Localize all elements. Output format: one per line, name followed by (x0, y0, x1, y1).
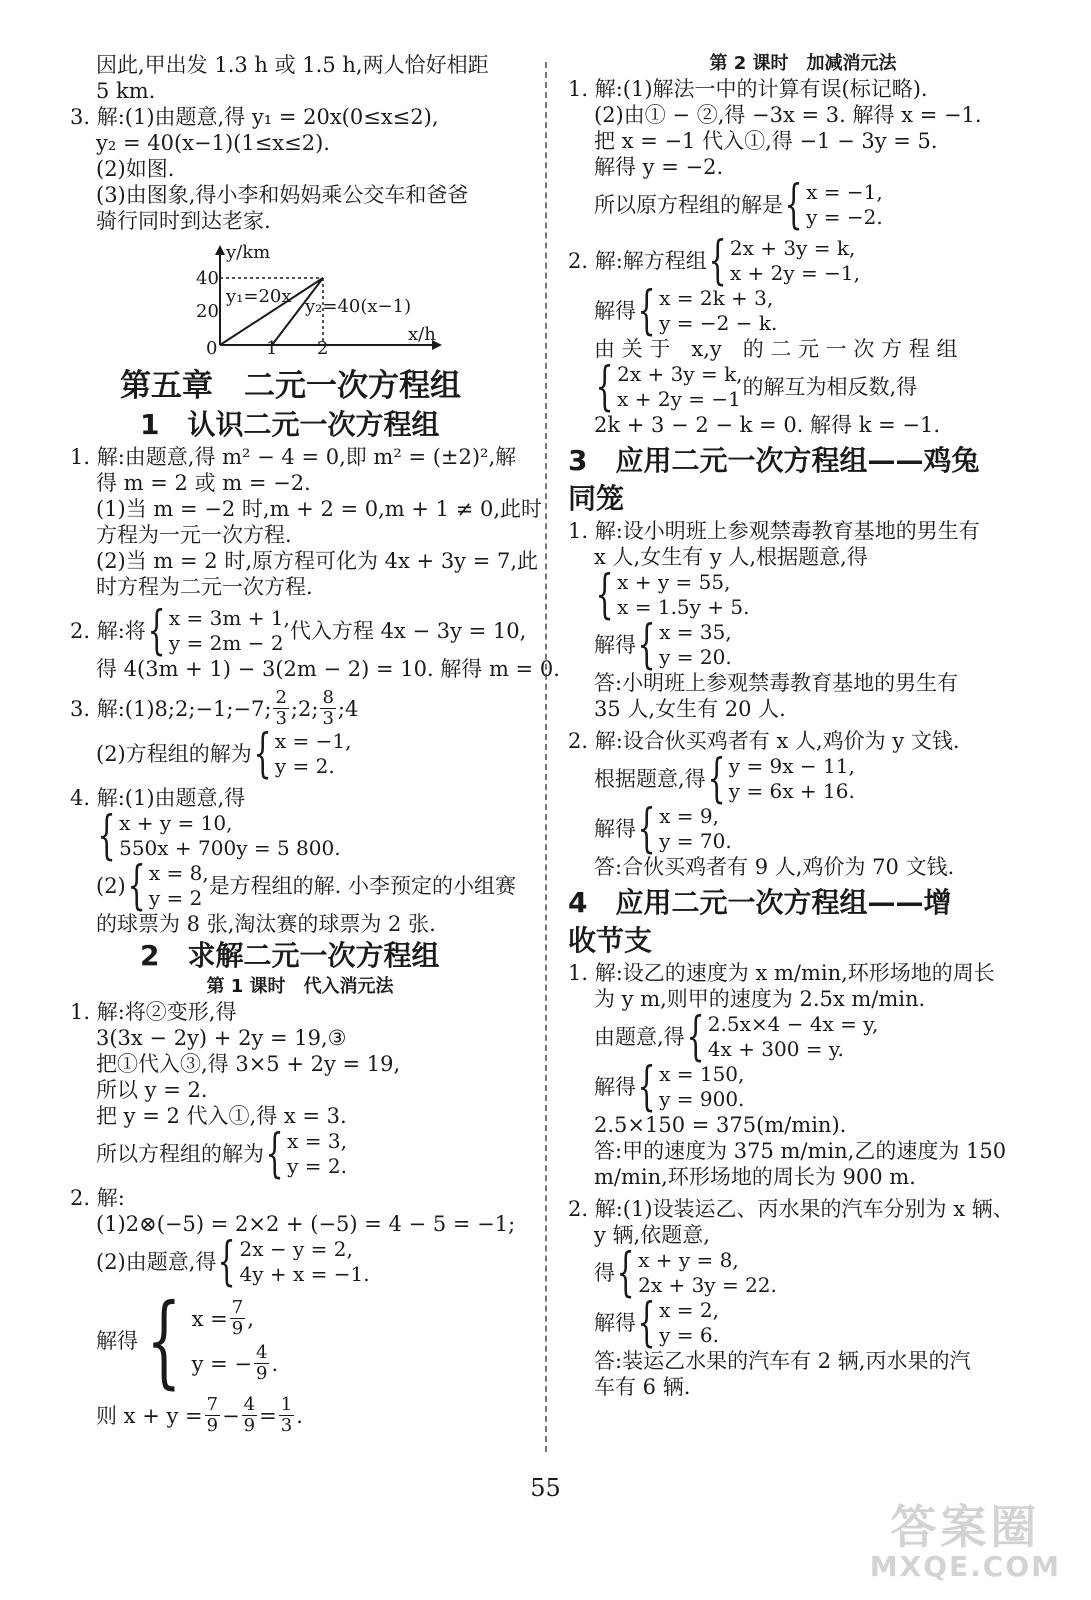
equation: x = 150, (659, 1062, 745, 1086)
chapter-title: 第五章 二元一次方程组 (120, 368, 461, 404)
numerator: 2 (275, 687, 287, 708)
equation-system: { x + y = 10, 550x + 700y = 5 800. (97, 806, 341, 866)
lesson-title: 第 2 课时 加减消元法 (709, 53, 897, 74)
text-line: m/min,环形场地的周长为 900 m. (594, 1165, 916, 1189)
equation-line (568, 1007, 1038, 1067)
equation-line (568, 1243, 1038, 1303)
text-line: 所以 y = 2. (96, 1078, 208, 1102)
equation: x + y = 8, (638, 1248, 739, 1272)
equation: y = 6. (659, 1323, 719, 1347)
text-line: 答:小明班上参观禁毒教育基地的男生有 (594, 671, 959, 695)
equation-system: { 2x − y = 2, 4y + x = −1. (217, 1232, 370, 1292)
equation: 4x + 300 = y. (707, 1037, 844, 1061)
line-y2-label: y₂=40(x−1) (305, 296, 412, 317)
text-span: 解得 (594, 299, 636, 323)
equation: x = 2k + 3, (659, 286, 774, 310)
text-span: 得 (594, 1261, 615, 1285)
text-line: 因此,甲出发 1.3 h 或 1.5 h,两人恰好相距 (96, 53, 489, 77)
text-line: 骑行同时到达老家. (96, 209, 271, 233)
equation: y = 2. (274, 754, 335, 778)
text-span: 由题意,得 (594, 1025, 685, 1049)
equation-system: { x = −1, y = 2. (253, 724, 352, 784)
text-span: 所以原方程组的解是 (594, 193, 783, 217)
equation: y = −2. (806, 205, 883, 229)
text-line: 答:合伙买鸡者有 9 人,鸡价为 70 文钱. (594, 855, 955, 879)
equation-line (568, 615, 1038, 675)
equation: y = 20. (659, 645, 732, 669)
denominator: 9 (243, 1415, 256, 1436)
text-line: 方程为一元一次方程. (96, 523, 292, 547)
text-line: 5 km. (96, 79, 156, 103)
text-line: 由 关 于 x,y 的 二 元 一 次 方 程 组 (594, 337, 958, 361)
text-line: 解得 y = −2. (594, 155, 724, 179)
equation: x = −1, (274, 729, 352, 753)
text-span: (2) (96, 874, 126, 898)
watermark-url: MXQE.COM (869, 1550, 1061, 1583)
equation: x = 2, (659, 1298, 719, 1322)
text-line: 2. 解: (70, 1186, 125, 1210)
equation: 2x + 3y = k, (729, 236, 856, 260)
text-span: 解得 (96, 1329, 138, 1353)
text-line: 2.5×150 = 375(m/min). (594, 1113, 847, 1137)
y-tick-label: 20 (196, 301, 219, 322)
equation-system: { x = 150, y = 900. (637, 1057, 745, 1117)
text-span: 2. 解:将 (70, 619, 146, 643)
solution-x: x = $\frac{7}{9}$ , (191, 1297, 254, 1339)
text-span: 解得 (594, 633, 636, 657)
text-span: (2)由题意,得 (96, 1250, 217, 1274)
denominator: 3 (280, 1415, 293, 1436)
equation: x = 3m + 1, (168, 606, 290, 630)
text-line: 1. 解:由题意,得 m² − 4 = 0,即 m² = (±2)²,解 (70, 445, 517, 469)
section-title-cont: 收节支 (568, 924, 653, 957)
numerator: 7 (206, 1394, 219, 1415)
text-span: 代入方程 4x − 3y = 10, (289, 619, 527, 643)
equation-system: { 2x + 3y = k, x + 2y = −1 (595, 357, 743, 417)
text-line: 答:甲的速度为 375 m/min,乙的速度为 150 (594, 1139, 1007, 1163)
equation-line (70, 1124, 530, 1184)
text-span: x = (191, 1306, 228, 1331)
equation: x = 35, (659, 620, 732, 644)
column-divider (545, 62, 547, 1452)
text-line: 35 人,女生有 20 人. (594, 697, 786, 721)
equation-line (568, 749, 1038, 809)
text-line: 2. 解:(1)设装运乙、丙水果的汽车分别为 x 辆、 (568, 1197, 1014, 1221)
lesson-title: 第 1 课时 代入消元法 (206, 976, 394, 997)
equation-system: { x = 8, y = 2 (127, 856, 209, 916)
text-line: 1. 解:(1)解法一中的计算有误(标记略). (568, 77, 928, 101)
equation-line: 则 x + y = $\frac{7}{9}$ − $\frac{4}{9}$ = $\frac{1}{3}$ . (96, 1394, 303, 1436)
equation: y = 2 (148, 886, 203, 910)
equation-line (70, 724, 530, 784)
text-line: 得 m = 2 或 m = −2. (96, 471, 311, 495)
equation: x + y = 10, (119, 811, 233, 835)
text-line: 为 y m,则甲的速度为 2.5x m/min. (594, 987, 926, 1011)
equation-line (70, 1232, 530, 1292)
equation: 4y + x = −1. (239, 1262, 370, 1286)
watermark-text: 答案圈 (890, 1500, 1041, 1554)
equation: y = 2m − 2 (168, 631, 284, 655)
equation-system: { x = −1, y = −2. (784, 175, 883, 235)
equation-line (568, 357, 1038, 417)
fraction (242, 1395, 257, 1436)
line-y1-label: y₁=20x (226, 286, 292, 307)
text-span: 的解互为相反数,得 (742, 375, 918, 399)
text-line: (2)如图. (96, 157, 175, 181)
equation: x + 2y = −1, (729, 261, 860, 285)
equation-line (568, 799, 1038, 859)
section-title: 4 应用二元一次方程组——增 (568, 886, 952, 919)
text-line: 3. 解:(1)由题意,得 y₁ = 20x(0≤x≤2), (70, 105, 439, 129)
equation: x = 3, (287, 1129, 347, 1153)
equation: y = 9x − 11, (728, 754, 855, 778)
equation: y = −2 − k. (659, 311, 778, 335)
equation-system: { x = 2, y = 6. (637, 1293, 719, 1353)
equation-line (70, 601, 530, 661)
equation-line (568, 1057, 1038, 1117)
text-span: 3. 解:(1)8;2;−1;−7; (70, 696, 272, 721)
text-line: 1. 解:设乙的速度为 x m/min,环形场地的周长 (568, 961, 995, 985)
text-span: = (259, 1403, 277, 1428)
equation: 2x − y = 2, (239, 1237, 353, 1261)
solution-column (192, 1298, 279, 1384)
text-line: (3)由图象,得小李和妈妈乘公交车和爸爸 (96, 183, 469, 207)
equation: 550x + 700y = 5 800. (119, 836, 341, 860)
y-axis-label: y/km (226, 242, 271, 263)
text-span: 解得 (594, 1075, 636, 1099)
solution-y: y = − $\frac{4}{9}$ . (191, 1342, 279, 1384)
x-tick-label: 2 (317, 338, 329, 358)
fraction (320, 688, 335, 729)
equation-system: { 2.5x×4 − 4x = y, 4x + 300 = y. (686, 1007, 879, 1067)
answer-line (70, 688, 530, 729)
equation-system: { x = 3, y = 2. (265, 1124, 347, 1184)
right-column (568, 52, 1038, 1400)
text-span: ;4 (337, 696, 359, 721)
equation-line (70, 806, 530, 866)
section-title: 2 求解二元一次方程组 (140, 939, 440, 972)
numerator: 7 (231, 1297, 244, 1318)
function-graph (190, 240, 450, 358)
page-number: 55 (530, 1474, 561, 1502)
brace: { (146, 1282, 182, 1399)
text-line: (1)2⊗(−5) = 2×2 + (−5) = 4 − 5 = −1; (96, 1212, 516, 1236)
equation: y = 6x + 16. (728, 779, 855, 803)
watermark-logo (870, 1502, 1061, 1582)
numerator: 4 (256, 1342, 268, 1363)
text-span: − (222, 1403, 240, 1428)
text-line: (2)由① − ②,得 −3x = 3. 解得 x = −1. (594, 103, 982, 127)
equation-system: { x = 9, y = 70. (637, 799, 732, 859)
text-span: 根据题意,得 (594, 767, 706, 791)
text-line: 1. 解:设小明班上参观禁毒教育基地的男生有 (568, 519, 980, 543)
equation: 2x + 3y = 22. (638, 1273, 777, 1297)
numerator: 1 (280, 1394, 293, 1415)
y-axis-arrow (215, 245, 225, 255)
text-line: 1. 解:将②变形,得 (70, 1000, 237, 1024)
equation-system: { x = 2k + 3, y = −2 − k. (637, 281, 778, 341)
fraction (205, 1395, 220, 1436)
text-line: 的球票为 8 张,淘汰赛的球票为 2 张. (96, 912, 436, 936)
text-line: y₂ = 40(x−1)(1≤x≤2). (96, 131, 330, 155)
numerator: 8 (322, 687, 334, 708)
equation-system: { x + y = 8, 2x + 3y = 22. (616, 1243, 777, 1303)
equation: y = 70. (659, 829, 732, 853)
numerator: 4 (243, 1394, 256, 1415)
text-line: 把 x = −1 代入①,得 −1 − 3y = 5. (594, 129, 938, 153)
section-title-cont: 同笼 (568, 482, 625, 515)
text-span: 解得 (594, 1311, 636, 1335)
equation: y = 2. (287, 1154, 347, 1178)
denominator: 9 (231, 1318, 244, 1339)
text-span: (2)方程组的解为 (96, 742, 252, 766)
equation-system: { x = 3m + 1, y = 2m − 2 (147, 601, 290, 661)
left-column (70, 52, 560, 1436)
equation: 2.5x×4 − 4x = y, (707, 1012, 879, 1036)
denominator: 9 (256, 1363, 268, 1384)
denominator: 9 (206, 1415, 219, 1436)
equation: y = 900. (659, 1087, 745, 1111)
fraction (230, 1298, 245, 1339)
x-tick-label: 0 (206, 338, 218, 358)
equation-line (568, 231, 1038, 291)
equation-line (70, 1282, 530, 1399)
equation-system: { y = 9x − 11, y = 6x + 16. (707, 749, 855, 809)
text-line: (2)当 m = 2 时,原方程可化为 4x + 3y = 7,此 (96, 549, 539, 573)
text-line: x 人,女生有 y 人,根据题意,得 (594, 545, 868, 569)
section-title: 3 应用二元一次方程组——鸡兔 (568, 444, 980, 477)
text-line: 2. 解:设合伙买鸡者有 x 人,鸡价为 y 文钱. (568, 729, 960, 753)
text-line: 2k + 3 − 2 − k = 0. 解得 k = −1. (594, 413, 941, 437)
text-span: y = − (191, 1351, 253, 1376)
text-span: 则 x + y = (96, 1403, 203, 1428)
x-axis-label: x/h (408, 324, 436, 345)
equation-system: { x + y = 55, x = 1.5y + 5. (595, 565, 750, 625)
equation: 2x + 3y = k, (617, 362, 743, 386)
fraction (254, 1343, 269, 1384)
equation-line (568, 1293, 1038, 1353)
equation: x = −1, (806, 180, 883, 204)
text-line: 得 4(3m + 1) − 3(2m − 2) = 10. 解得 m = 0. (96, 657, 560, 681)
text-line: (1)当 m = −2 时,m + 2 = 0,m + 1 ≠ 0,此时 (96, 497, 542, 521)
section-title: 1 认识二元一次方程组 (140, 408, 440, 441)
text-line: y 辆,依题意, (594, 1223, 710, 1247)
fraction (273, 688, 288, 729)
text-line: 3(3x − 2y) + 2y = 19,③ (96, 1026, 347, 1050)
denominator: 3 (275, 708, 287, 729)
text-line: 答:装运乙水果的汽车有 2 辆,丙水果的汽 (594, 1349, 971, 1373)
text-line: 时方程为二元一次方程. (96, 575, 313, 599)
equation-line (568, 565, 1038, 625)
equation: x + y = 55, (617, 570, 731, 594)
equation: x = 1.5y + 5. (617, 595, 750, 619)
denominator: 3 (322, 708, 334, 729)
text-line: 4. 解:(1)由题意,得 (70, 786, 246, 810)
text-line: 车有 6 辆. (594, 1375, 691, 1399)
equation: x = 8, (148, 861, 209, 885)
equation-system: { x = 35, y = 20. (637, 615, 732, 675)
y-tick-label: 40 (196, 268, 219, 289)
text-span: 解得 (594, 817, 636, 841)
text-span: 所以方程组的解为 (96, 1142, 264, 1166)
equation-line (568, 175, 1038, 235)
text-span: ;2; (290, 696, 319, 721)
fraction (279, 1395, 294, 1436)
equation-line (568, 281, 1038, 341)
equation-line (70, 856, 530, 916)
equation: x = 9, (659, 804, 719, 828)
text-span: 2. 解:解方程组 (568, 249, 707, 273)
text-line: 把①代入③,得 3×5 + 2y = 19, (96, 1052, 401, 1076)
text-line: 把 y = 2 代入①,得 x = 3. (96, 1104, 347, 1128)
equation: x + 2y = −1 (617, 387, 741, 411)
equation-system: { 2x + 3y = k, x + 2y = −1, (708, 231, 860, 291)
x-tick-label: 1 (266, 338, 278, 358)
text-span: 是方程组的解. 小李预定的小组赛 (208, 874, 517, 898)
